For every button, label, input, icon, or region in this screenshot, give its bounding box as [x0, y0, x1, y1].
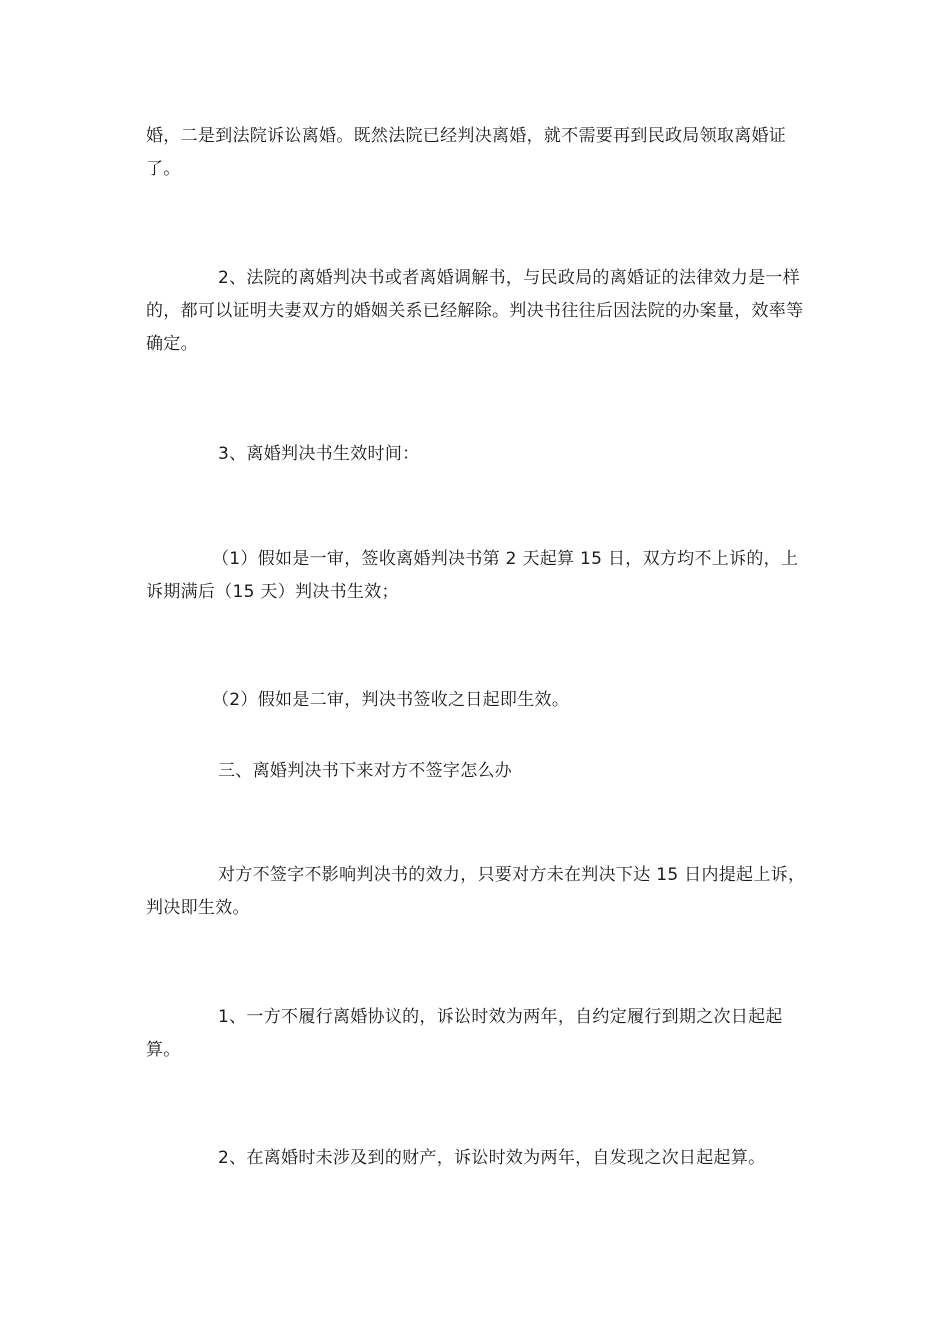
paragraph-point-2-legal-effect: 2、法院的离婚判决书或者离婚调解书，与民政局的离婚证的法律效力是一样的，都可以证明夫妻双方的婚姻关系已经解除。判决书往往后因法院的办案量，效率等确定。	[146, 268, 804, 354]
paragraph-signature-effect: 对方不签字不影响判决书的效力，只要对方未在判决下达 15 日内提起上诉，判决即生效。	[146, 865, 806, 918]
paragraph-property-limitation: 2、在离婚时未涉及到的财产，诉讼时效为两年，自发现之次日起起算。	[218, 1148, 766, 1168]
paragraph-point-3-effective-time: 3、离婚判决书生效时间：	[218, 444, 420, 464]
paragraph-agreement-limitation: 1、一方不履行离婚协议的，诉讼时效为两年，自约定履行到期之次日起起算。	[146, 1007, 783, 1060]
paragraph-second-instance: （2）假如是二审，判决书签收之日起即生效。	[212, 690, 570, 710]
paragraph-divorce-intro: 婚，二是到法院诉讼离婚。既然法院已经判决离婚，就不需要再到民政局领取离婚证了。	[146, 126, 787, 179]
paragraph-first-instance: （1）假如是一审，签收离婚判决书第 2 天起算 15 日，双方均不上诉的，上诉期满后（15 天）判决书生效；	[146, 549, 799, 602]
section-heading-3: 三、离婚判决书下来对方不签字怎么办	[218, 761, 513, 781]
